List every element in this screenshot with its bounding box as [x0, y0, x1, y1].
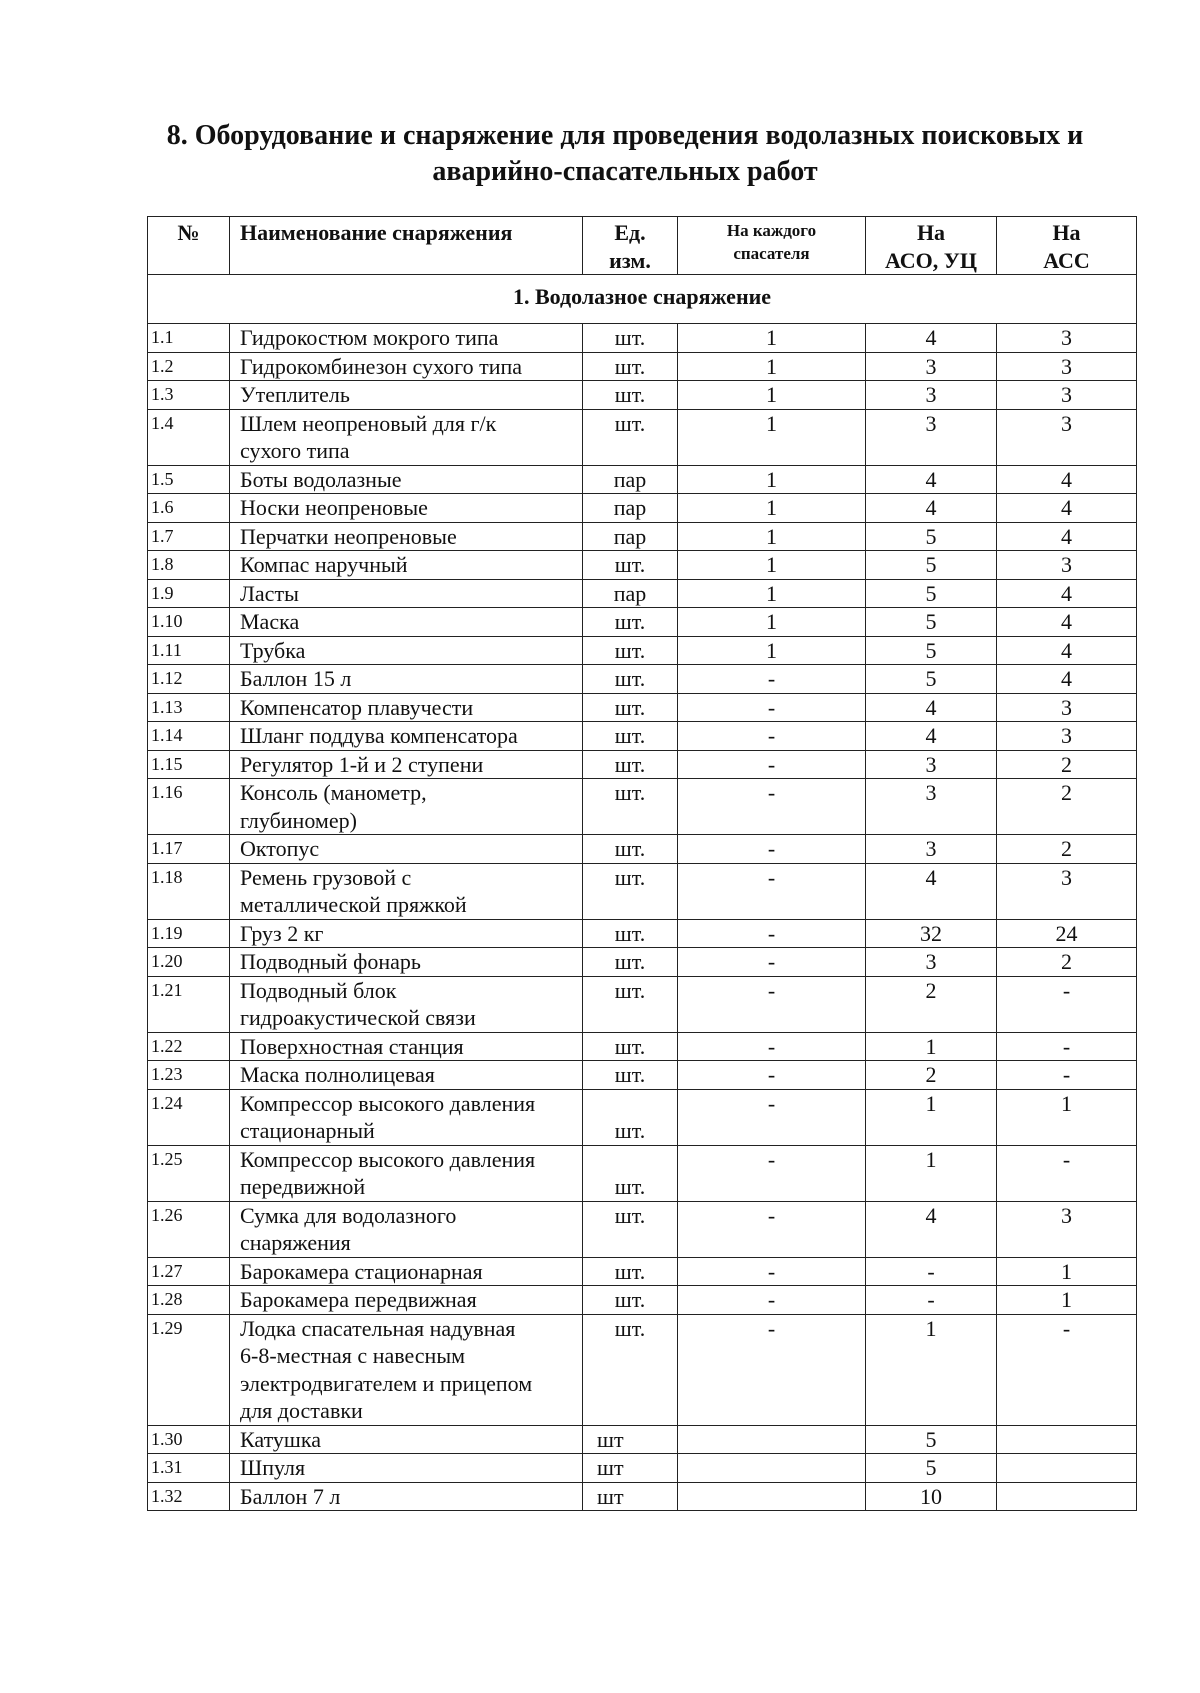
row-aso: 5 [866, 551, 997, 580]
row-number: 1.6 [148, 494, 230, 523]
row-aso: 2 [866, 1061, 997, 1090]
row-unit: пар [583, 579, 678, 608]
row-number: 1.32 [148, 1482, 230, 1511]
row-name: Ласты [230, 579, 583, 608]
table-row [148, 352, 1137, 381]
table-header-row [148, 217, 1137, 275]
row-ass: 3 [997, 551, 1137, 580]
row-unit: шт. [583, 665, 678, 694]
row-each-rescuer: 1 [678, 579, 866, 608]
row-each-rescuer: 1 [678, 381, 866, 410]
header-num: № [148, 217, 230, 275]
row-number: 1.1 [148, 324, 230, 353]
row-name: Консоль (манометр, глубиномер) [230, 779, 583, 835]
row-aso: - [866, 1257, 997, 1286]
row-number: 1.31 [148, 1454, 230, 1483]
row-name: Гидрокомбинезон сухого типа [230, 352, 583, 381]
row-each-rescuer: 1 [678, 465, 866, 494]
row-ass: 4 [997, 579, 1137, 608]
row-name: Гидрокостюм мокрого типа [230, 324, 583, 353]
row-number: 1.9 [148, 579, 230, 608]
row-name: Поверхностная станция [230, 1032, 583, 1061]
table-row [148, 1257, 1137, 1286]
row-each-rescuer: - [678, 1032, 866, 1061]
row-number: 1.8 [148, 551, 230, 580]
row-number: 1.30 [148, 1425, 230, 1454]
row-name: Маска [230, 608, 583, 637]
row-number: 1.16 [148, 779, 230, 835]
section-row [148, 275, 1137, 324]
row-number: 1.25 [148, 1145, 230, 1201]
row-ass: 3 [997, 1201, 1137, 1257]
row-each-rescuer: - [678, 835, 866, 864]
row-number: 1.3 [148, 381, 230, 410]
row-ass: - [997, 1145, 1137, 1201]
row-number: 1.2 [148, 352, 230, 381]
row-name: Маска полнолицевая [230, 1061, 583, 1090]
row-aso: 4 [866, 722, 997, 751]
row-ass: - [997, 1061, 1137, 1090]
row-ass: - [997, 976, 1137, 1032]
section-title: 1. Водолазное снаряжение [148, 275, 1137, 324]
row-ass: 3 [997, 352, 1137, 381]
row-number: 1.27 [148, 1257, 230, 1286]
table-row [148, 835, 1137, 864]
table-row [148, 522, 1137, 551]
table-row [148, 1454, 1137, 1483]
table-row [148, 1425, 1137, 1454]
table-row [148, 948, 1137, 977]
row-unit: шт. [583, 324, 678, 353]
row-ass: - [997, 1032, 1137, 1061]
row-name: Шпуля [230, 1454, 583, 1483]
row-name: Баллон 7 л [230, 1482, 583, 1511]
row-aso: 4 [866, 1201, 997, 1257]
row-ass: 3 [997, 381, 1137, 410]
header-aso: На АСО, УЦ [866, 217, 997, 275]
row-name: Груз 2 кг [230, 919, 583, 948]
row-aso: 32 [866, 919, 997, 948]
row-unit: шт. [583, 863, 678, 919]
row-unit: шт. [583, 750, 678, 779]
header-ass: На АСС [997, 217, 1137, 275]
row-aso: 4 [866, 693, 997, 722]
row-name: Ремень грузовой с металлической пряжкой [230, 863, 583, 919]
row-each-rescuer: - [678, 1201, 866, 1257]
row-name: Утеплитель [230, 381, 583, 410]
table-row [148, 1032, 1137, 1061]
row-unit: шт. [583, 608, 678, 637]
row-unit: шт. [583, 381, 678, 410]
row-unit: шт. [583, 1061, 678, 1090]
row-ass: 24 [997, 919, 1137, 948]
row-number: 1.18 [148, 863, 230, 919]
row-ass: - [997, 1314, 1137, 1425]
row-ass [997, 1425, 1137, 1454]
row-unit: шт. [583, 1314, 678, 1425]
row-aso: 4 [866, 863, 997, 919]
row-ass: 4 [997, 465, 1137, 494]
row-each-rescuer: 1 [678, 636, 866, 665]
row-unit: шт. [583, 1257, 678, 1286]
row-number: 1.15 [148, 750, 230, 779]
table-row [148, 579, 1137, 608]
table-row [148, 693, 1137, 722]
row-number: 1.20 [148, 948, 230, 977]
row-each-rescuer: - [678, 976, 866, 1032]
row-unit: шт. [583, 1201, 678, 1257]
row-ass: 4 [997, 636, 1137, 665]
row-ass [997, 1454, 1137, 1483]
row-ass: 3 [997, 863, 1137, 919]
row-name: Барокамера передвижная [230, 1286, 583, 1315]
row-each-rescuer: 1 [678, 409, 866, 465]
table-row [148, 750, 1137, 779]
row-aso: 5 [866, 665, 997, 694]
row-aso: 3 [866, 779, 997, 835]
page-title [120, 118, 1130, 190]
row-each-rescuer: - [678, 1061, 866, 1090]
row-each-rescuer: - [678, 665, 866, 694]
row-aso: 3 [866, 352, 997, 381]
row-number: 1.22 [148, 1032, 230, 1061]
row-ass: 3 [997, 693, 1137, 722]
row-ass: 4 [997, 608, 1137, 637]
row-aso: 1 [866, 1314, 997, 1425]
row-name: Компрессор высокого давления стационарный [230, 1089, 583, 1145]
table-row [148, 919, 1137, 948]
row-each-rescuer: - [678, 722, 866, 751]
row-ass: 3 [997, 722, 1137, 751]
table-row [148, 636, 1137, 665]
row-unit: шт. [583, 919, 678, 948]
row-unit: пар [583, 465, 678, 494]
row-name: Шлем неопреновый для г/к сухого типа [230, 409, 583, 465]
row-each-rescuer: 1 [678, 522, 866, 551]
row-ass: 2 [997, 750, 1137, 779]
row-number: 1.28 [148, 1286, 230, 1315]
row-aso: 4 [866, 324, 997, 353]
row-name: Лодка спасательная надувная 6-8-местная с навесным электродвигателем и прицепом для доставки [230, 1314, 583, 1425]
table-row [148, 608, 1137, 637]
row-each-rescuer: - [678, 1314, 866, 1425]
row-name: Боты водолазные [230, 465, 583, 494]
row-name: Подводный фонарь [230, 948, 583, 977]
page-title-line-1: 8. Оборудование и снаряжение для проведения водолазных поисковых и [166, 120, 1084, 151]
row-unit: шт [583, 1482, 678, 1511]
row-aso: 3 [866, 750, 997, 779]
row-ass: 2 [997, 948, 1137, 977]
row-ass: 1 [997, 1089, 1137, 1145]
row-name: Компас наручный [230, 551, 583, 580]
row-ass: 1 [997, 1257, 1137, 1286]
row-each-rescuer: 1 [678, 324, 866, 353]
row-each-rescuer: - [678, 863, 866, 919]
row-name: Регулятор 1-й и 2 ступени [230, 750, 583, 779]
table-row [148, 324, 1137, 353]
row-unit: шт. [583, 948, 678, 977]
row-each-rescuer [678, 1425, 866, 1454]
table-row [148, 1286, 1137, 1315]
row-each-rescuer: - [678, 1286, 866, 1315]
row-name: Баллон 15 л [230, 665, 583, 694]
row-number: 1.10 [148, 608, 230, 637]
row-aso: 4 [866, 465, 997, 494]
row-unit: шт. [583, 976, 678, 1032]
row-aso: 5 [866, 1454, 997, 1483]
row-number: 1.17 [148, 835, 230, 864]
row-ass: 3 [997, 324, 1137, 353]
row-aso: 5 [866, 1425, 997, 1454]
row-each-rescuer: 1 [678, 494, 866, 523]
row-number: 1.11 [148, 636, 230, 665]
row-ass: 4 [997, 522, 1137, 551]
row-number: 1.26 [148, 1201, 230, 1257]
table-row [148, 1482, 1137, 1511]
row-unit: пар [583, 494, 678, 523]
row-each-rescuer: - [678, 948, 866, 977]
row-each-rescuer: - [678, 1145, 866, 1201]
row-number: 1.29 [148, 1314, 230, 1425]
row-name: Катушка [230, 1425, 583, 1454]
row-unit: шт [583, 1454, 678, 1483]
table-row [148, 1089, 1137, 1145]
table-row [148, 1201, 1137, 1257]
table-row [148, 665, 1137, 694]
header-name: Наименование снаряжения [230, 217, 583, 275]
row-unit: шт. [583, 722, 678, 751]
table-row [148, 863, 1137, 919]
row-unit: шт. [583, 409, 678, 465]
row-number: 1.12 [148, 665, 230, 694]
row-aso: 3 [866, 948, 997, 977]
row-each-rescuer: 1 [678, 608, 866, 637]
table-row [148, 409, 1137, 465]
row-aso: 3 [866, 409, 997, 465]
row-unit: шт. [583, 835, 678, 864]
row-number: 1.21 [148, 976, 230, 1032]
row-ass: 4 [997, 494, 1137, 523]
row-name: Компенсатор плавучести [230, 693, 583, 722]
row-aso: 1 [866, 1089, 997, 1145]
row-unit: шт. [583, 693, 678, 722]
page-title-line-2: аварийно-спасательных работ [432, 156, 818, 187]
row-ass [997, 1482, 1137, 1511]
row-number: 1.7 [148, 522, 230, 551]
row-aso: 1 [866, 1032, 997, 1061]
row-aso: 1 [866, 1145, 997, 1201]
row-number: 1.14 [148, 722, 230, 751]
row-name: Трубка [230, 636, 583, 665]
table-body [148, 324, 1137, 1511]
row-number: 1.19 [148, 919, 230, 948]
row-unit: шт. [583, 551, 678, 580]
row-each-rescuer: - [678, 779, 866, 835]
row-name: Носки неопреновые [230, 494, 583, 523]
row-each-rescuer: - [678, 693, 866, 722]
row-unit: пар [583, 522, 678, 551]
row-ass: 1 [997, 1286, 1137, 1315]
row-name: Шланг поддува компенсатора [230, 722, 583, 751]
row-name: Барокамера стационарная [230, 1257, 583, 1286]
table-row [148, 465, 1137, 494]
table-row [148, 976, 1137, 1032]
table-row [148, 722, 1137, 751]
row-each-rescuer [678, 1482, 866, 1511]
row-unit: шт. [583, 1286, 678, 1315]
row-unit: шт [583, 1425, 678, 1454]
row-name: Подводный блок гидроакустической связи [230, 976, 583, 1032]
row-ass: 4 [997, 665, 1137, 694]
table-row [148, 381, 1137, 410]
row-aso: 5 [866, 636, 997, 665]
row-number: 1.4 [148, 409, 230, 465]
table-row [148, 494, 1137, 523]
row-aso: 10 [866, 1482, 997, 1511]
row-aso: 3 [866, 381, 997, 410]
row-ass: 3 [997, 409, 1137, 465]
row-name: Сумка для водолазного снаряжения [230, 1201, 583, 1257]
row-name: Перчатки неопреновые [230, 522, 583, 551]
row-name: Октопус [230, 835, 583, 864]
row-each-rescuer: - [678, 1089, 866, 1145]
row-aso: 5 [866, 522, 997, 551]
row-unit: шт. [583, 1145, 678, 1201]
row-each-rescuer: - [678, 1257, 866, 1286]
row-each-rescuer: - [678, 750, 866, 779]
row-each-rescuer: - [678, 919, 866, 948]
row-ass: 2 [997, 835, 1137, 864]
row-aso: 5 [866, 608, 997, 637]
row-each-rescuer: 1 [678, 352, 866, 381]
table-row [148, 1314, 1137, 1425]
row-unit: шт. [583, 636, 678, 665]
row-unit: шт. [583, 352, 678, 381]
row-each-rescuer: 1 [678, 551, 866, 580]
row-aso: 5 [866, 579, 997, 608]
row-number: 1.24 [148, 1089, 230, 1145]
row-unit: шт. [583, 1089, 678, 1145]
row-aso: 3 [866, 835, 997, 864]
row-number: 1.5 [148, 465, 230, 494]
row-unit: шт. [583, 779, 678, 835]
row-aso: 4 [866, 494, 997, 523]
equipment-table [147, 216, 1137, 1511]
table-row [148, 551, 1137, 580]
table-row [148, 1145, 1137, 1201]
table-row [148, 1061, 1137, 1090]
row-unit: шт. [583, 1032, 678, 1061]
row-number: 1.13 [148, 693, 230, 722]
row-aso: - [866, 1286, 997, 1315]
row-ass: 2 [997, 779, 1137, 835]
row-each-rescuer [678, 1454, 866, 1483]
row-number: 1.23 [148, 1061, 230, 1090]
row-name: Компрессор высокого давления передвижной [230, 1145, 583, 1201]
row-aso: 2 [866, 976, 997, 1032]
header-unit: Ед. изм. [583, 217, 678, 275]
header-each-rescuer: На каждого спасателя [678, 217, 866, 275]
table-row [148, 779, 1137, 835]
